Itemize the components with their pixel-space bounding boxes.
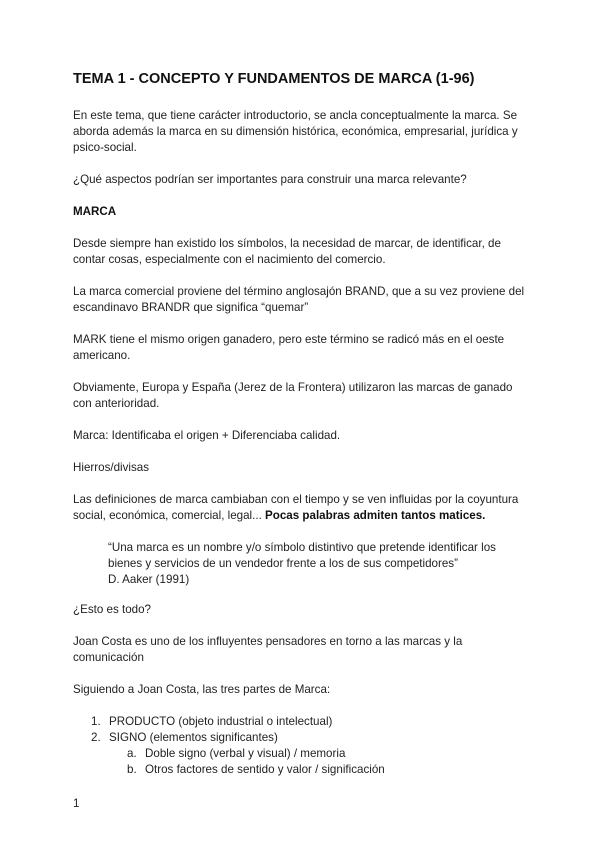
quote-text: “Una marca es un nombre y/o símbolo distintivo que pretende identificar los bienes y servicios de un vendedor frente a los de sus competidores”: [108, 541, 496, 570]
sublist-item-letter: b.: [127, 763, 137, 776]
hierros-paragraph: Hierros/divisas: [73, 461, 150, 474]
definitions-bold-text: Pocas palabras admiten tantos matices.: [265, 509, 486, 522]
list-item-text: SIGNO (elementos significantes): [109, 731, 278, 744]
list-item: [73, 730, 533, 778]
definitions-paragraph: [73, 492, 533, 524]
mark-origin-paragraph: MARK tiene el mismo origen ganadero, pero este término se radicó más en el oeste americano.: [73, 333, 505, 362]
intro-paragraph: En este tema, que tiene carácter introductorio, se ancla conceptualmente la marca. Se aborda además la marca en su dimensión histórica, económica, empresarial, jurídica y psico-social.: [73, 109, 518, 154]
list-item-number: 2.: [91, 731, 101, 744]
document-title: TEMA 1 - CONCEPTO Y FUNDAMENTOS DE MARCA (1-96): [73, 71, 475, 87]
question-paragraph: ¿Qué aspectos podrían ser importantes para construir una marca relevante?: [73, 173, 467, 186]
sublist-item-text: Otros factores de sentido y valor / significación: [145, 763, 385, 776]
sublist-item: [109, 746, 533, 762]
quote-author: D. Aaker (1991): [108, 573, 190, 586]
list-item-text: PRODUCTO (objeto industrial o intelectual): [109, 715, 333, 728]
list-item: [73, 714, 533, 730]
list-item-number: 1.: [91, 715, 101, 728]
brand-etymology-paragraph: La marca comercial proviene del término anglosajón BRAND, que a su vez proviene del escandinavo BRANDR que significa “quemar”: [73, 285, 525, 314]
signo-sublist: [109, 746, 533, 778]
costa-list-intro: Siguiendo a Joan Costa, las tres partes de Marca:: [73, 683, 331, 696]
origin-paragraph: Desde siempre han existido los símbolos, la necesidad de marcar, de identificar, de contar cosas, especialmente con el nacimiento del comercio.: [73, 237, 501, 266]
page-number: 1: [73, 797, 80, 810]
aaker-quote: [108, 540, 533, 588]
europe-spain-paragraph: Obviamente, Europa y España (Jerez de la Frontera) utilizaron las marcas de ganado con anterioridad.: [73, 381, 513, 410]
document-page: [73, 70, 533, 778]
sublist-item: [109, 762, 533, 778]
section-heading-marca: MARCA: [73, 205, 117, 218]
marca-definition-paragraph: Marca: Identificaba el origen + Diferenciaba calidad.: [73, 429, 341, 442]
sublist-item-text: Doble signo (verbal y visual) / memoria: [145, 747, 346, 760]
sublist-item-letter: a.: [127, 747, 137, 760]
definitions-text: Las definiciones de marca cambiaban con el tiempo y se ven influidas por la coyuntura social, económica, comercial, legal...: [73, 493, 519, 522]
question-paragraph-2: ¿Esto es todo?: [73, 603, 151, 616]
costa-intro-paragraph: Joan Costa es uno de los influyentes pensadores en torno a las marcas y la comunicación: [73, 635, 463, 664]
brand-parts-list: [73, 714, 533, 778]
